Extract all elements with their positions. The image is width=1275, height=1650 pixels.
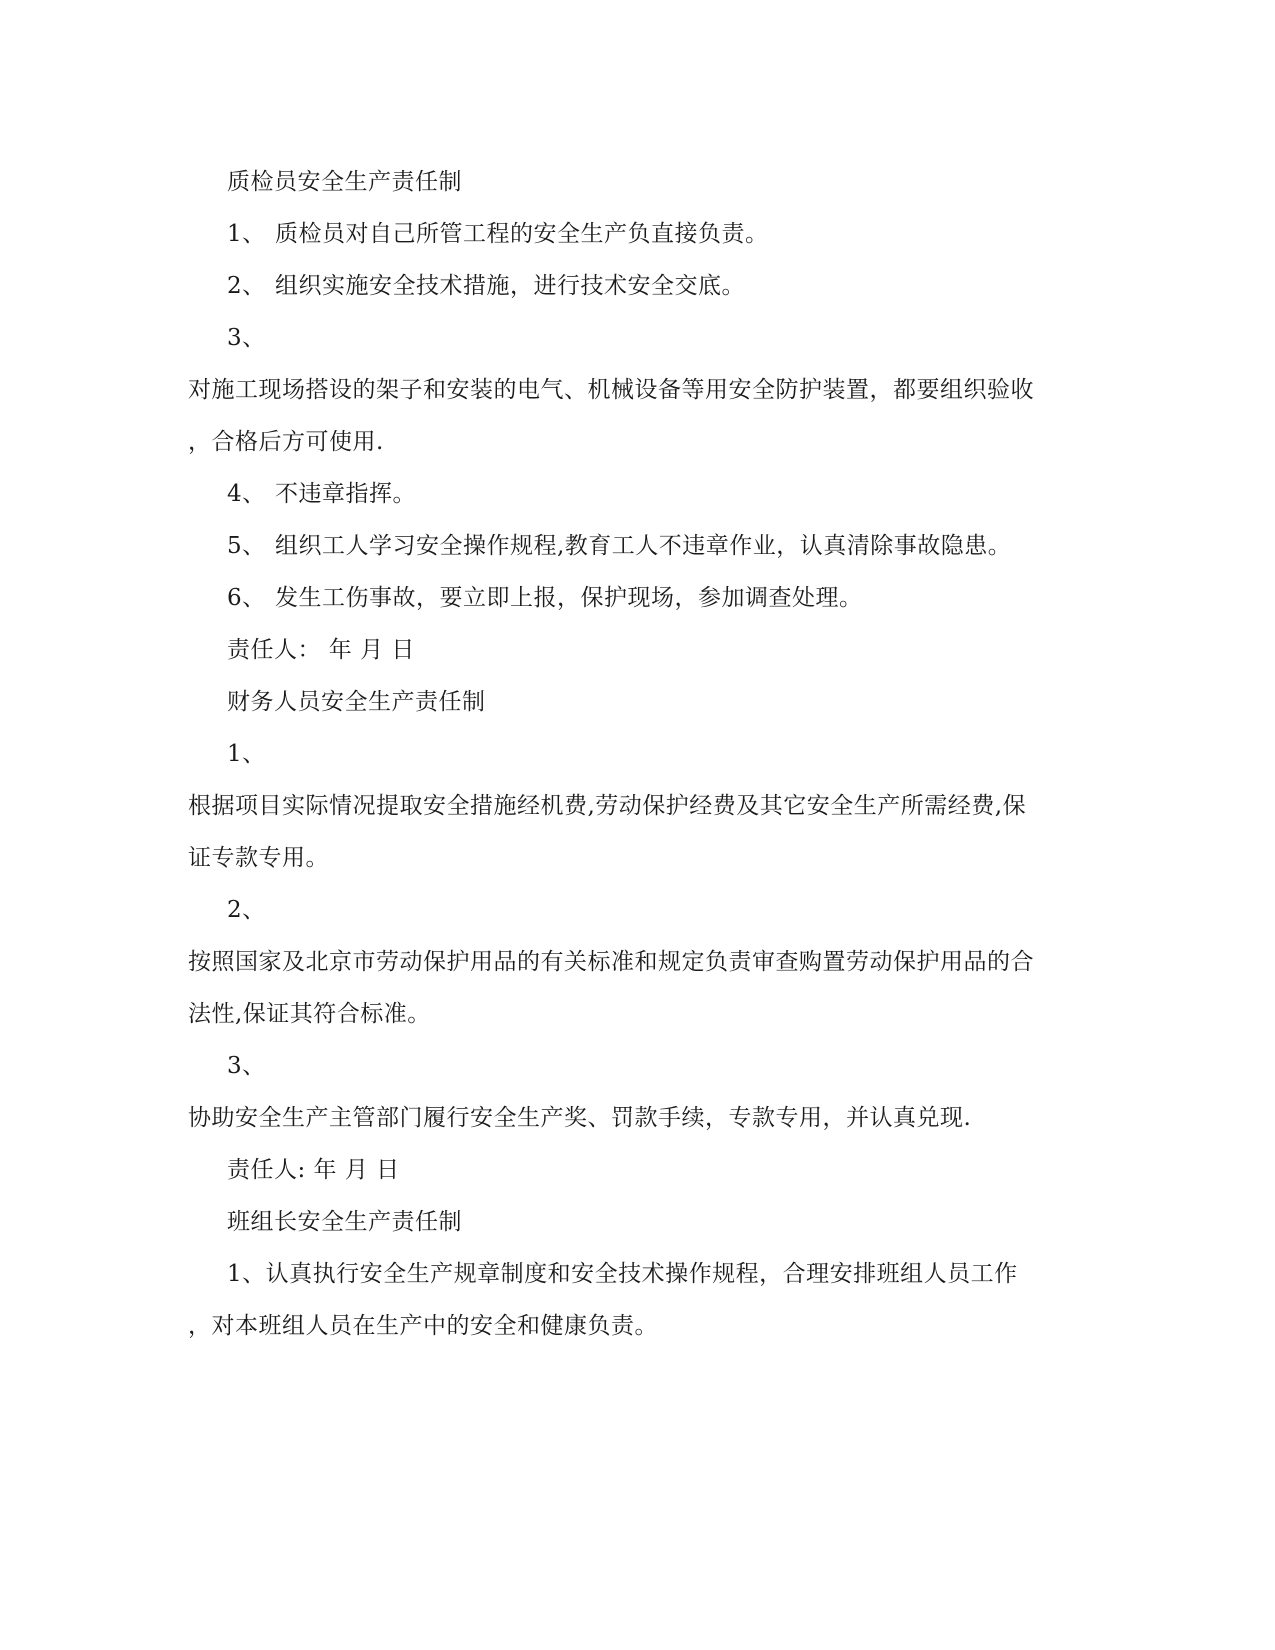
list-item: 6、 发生工伤事故，要立即上报，保护现场，参加调查处理。 [227,585,863,611]
paragraph-line: ，对本班组人员在生产中的安全和健康负责。 [188,1313,658,1339]
list-item: 1、 质检员对自己所管工程的安全生产负直接负责。 [227,221,769,247]
paragraph-line: 法性,保证其符合标准。 [188,1001,431,1027]
paragraph-line: 协助安全生产主管部门履行安全生产奖、罚款手续，专款专用，并认真兑现. [188,1105,972,1131]
section-title-team-leader: 班组长安全生产责任制 [227,1209,462,1235]
list-item-number: 2、 [227,897,266,923]
list-item-number: 3、 [227,325,266,351]
paragraph-line: 1、认真执行安全生产规章制度和安全技术操作规程，合理安排班组人员工作 [227,1261,1018,1287]
paragraph-line: ，合格后方可使用. [188,429,384,455]
paragraph-line: 按照国家及北京市劳动保护用品的有关标准和规定负责审查购置劳动保护用品的合 [188,949,1034,975]
paragraph-line: 根据项目实际情况提取安全措施经机费,劳动保护经费及其它安全生产所需经费,保 [188,793,1027,819]
paragraph-line: 证专款专用。 [188,845,329,871]
list-item: 2、 组织实施安全技术措施，进行技术安全交底。 [227,273,745,299]
paragraph-line: 对施工现场搭设的架子和安装的电气、机械设备等用安全防护装置，都要组织验收 [188,377,1034,403]
list-item: 5、 组织工人学习安全操作规程,教育工人不违章作业，认真清除事故隐患。 [227,533,1012,559]
list-item-number: 1、 [227,741,266,767]
list-item-number: 3、 [227,1053,266,1079]
section-title-quality-inspector: 质检员安全生产责任制 [227,169,462,195]
signature-line: 责任人： 年 月 日 [227,637,415,663]
signature-line: 责任人: 年 月 日 [227,1157,400,1183]
list-item: 4、 不违章指挥。 [227,481,416,507]
section-title-finance-staff: 财务人员安全生产责任制 [227,689,486,715]
